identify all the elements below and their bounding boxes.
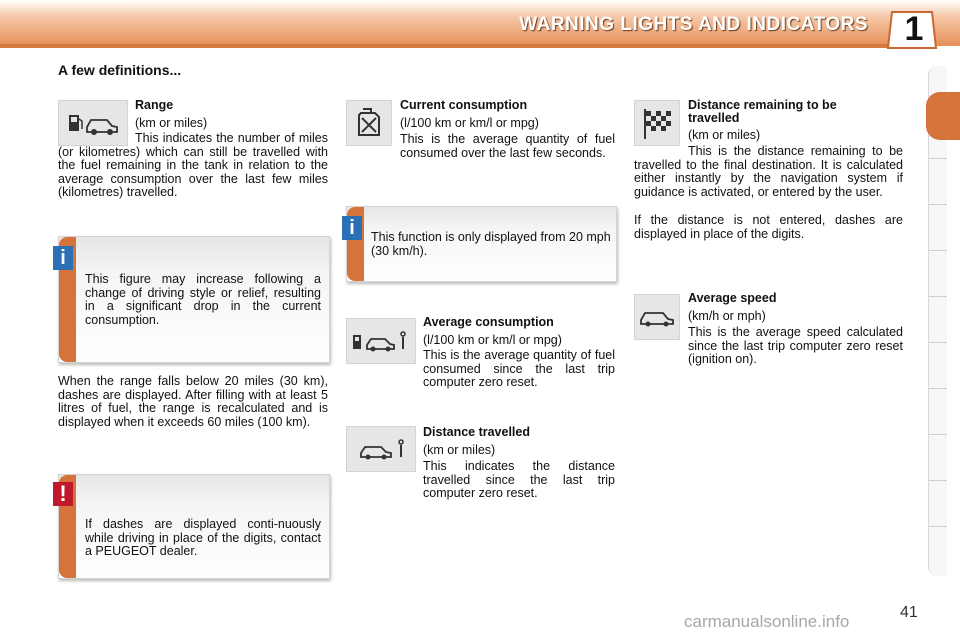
average-consumption-unit: (l/100 km or km/l or mpg) <box>423 333 562 347</box>
range-title: Range <box>135 98 174 112</box>
active-chapter-tab[interactable] <box>926 92 960 140</box>
average-speed-description: This is the average speed calculated since the last trip computer zero reset (ignition on). <box>688 325 903 366</box>
distance-travelled-icon-box <box>346 426 416 472</box>
info-icon: i <box>53 246 73 270</box>
current-consumption-unit: (l/100 km or km/l or mpg) <box>400 116 539 130</box>
distance-remaining-title: Distance remaining to be travelled <box>688 98 837 125</box>
fuel-car-trip-icon <box>347 319 415 363</box>
average-speed-icon-box <box>634 294 680 340</box>
distance-travelled-description: This indicates the distance travelled since the last trip computer zero reset. <box>423 459 615 500</box>
distance-remaining-icon-box <box>634 100 680 146</box>
warning-note <box>58 474 330 579</box>
info-icon: i <box>342 216 362 240</box>
chapter-thumb-tabs <box>928 66 947 576</box>
page-header-title: WARNING LIGHTS AND INDICATORS <box>519 14 868 35</box>
average-consumption-title: Average consumption <box>423 315 554 329</box>
distance-remaining-no-distance-text: If the distance is not entered, dashes are displayed in place of the digits. <box>634 213 903 241</box>
car-trip-icon <box>347 427 415 471</box>
distance-travelled-unit: (km or miles) <box>423 443 496 457</box>
info-note-middle <box>346 206 617 282</box>
range-unit: (km or miles) <box>135 116 208 130</box>
chapter-number: 1 <box>904 10 924 48</box>
info-note-left <box>58 236 330 363</box>
average-speed-unit: (km/h or mph) <box>688 309 766 323</box>
distance-remaining-description: This is the distance remaining to be travelled to the final destination. It is calculated either instantly by the navigation system if guidance is activated, or entered by the user. <box>634 144 903 199</box>
distance-remaining-unit: (km or miles) <box>688 128 761 142</box>
current-consumption-title: Current consumption <box>400 98 528 112</box>
distance-travelled-title: Distance travelled <box>423 425 530 439</box>
current-consumption-description: This is the average quantity of fuel consumed over the last few seconds. <box>400 132 615 160</box>
range-low-text: When the range falls below 20 miles (30 km), dashes are displayed. After filling with at least 5 litres of fuel, the range is recalculated and is displayed when it exceeds 60 miles (100 km). <box>58 374 328 429</box>
watermark: carmanualsonline.info <box>684 612 850 631</box>
average-speed-title: Average speed <box>688 291 777 305</box>
average-consumption-description: This is the average quantity of fuel consumed since the last trip computer zero reset. <box>423 348 615 389</box>
info-note-middle-text: This function is only displayed from 20 mph (30 km/h). <box>371 230 611 258</box>
range-description: This indicates the number of miles (or kilometres) which can still be travelled with the fuel remaining in the tank in relation to the average consumption over the last few miles (kilometres) travelled. <box>58 131 328 199</box>
info-note-left-text: This figure may increase following a change of driving style or relief, resulting in a significant drop in the current consumption. <box>85 272 321 327</box>
warning-note-text: If dashes are displayed conti-nuously while driving in place of the digits, contact a PEUGEOT dealer. <box>85 517 321 558</box>
current-consumption-icon-box <box>346 100 392 146</box>
section-title: A few definitions... <box>58 62 182 78</box>
checkered-flag-icon <box>635 101 679 145</box>
fuel-can-icon <box>347 101 391 145</box>
average-consumption-icon-box <box>346 318 416 364</box>
warning-icon: ! <box>53 482 73 506</box>
page-number: 41 <box>900 604 918 621</box>
header-rule <box>0 44 890 48</box>
car-speed-icon <box>635 295 679 339</box>
